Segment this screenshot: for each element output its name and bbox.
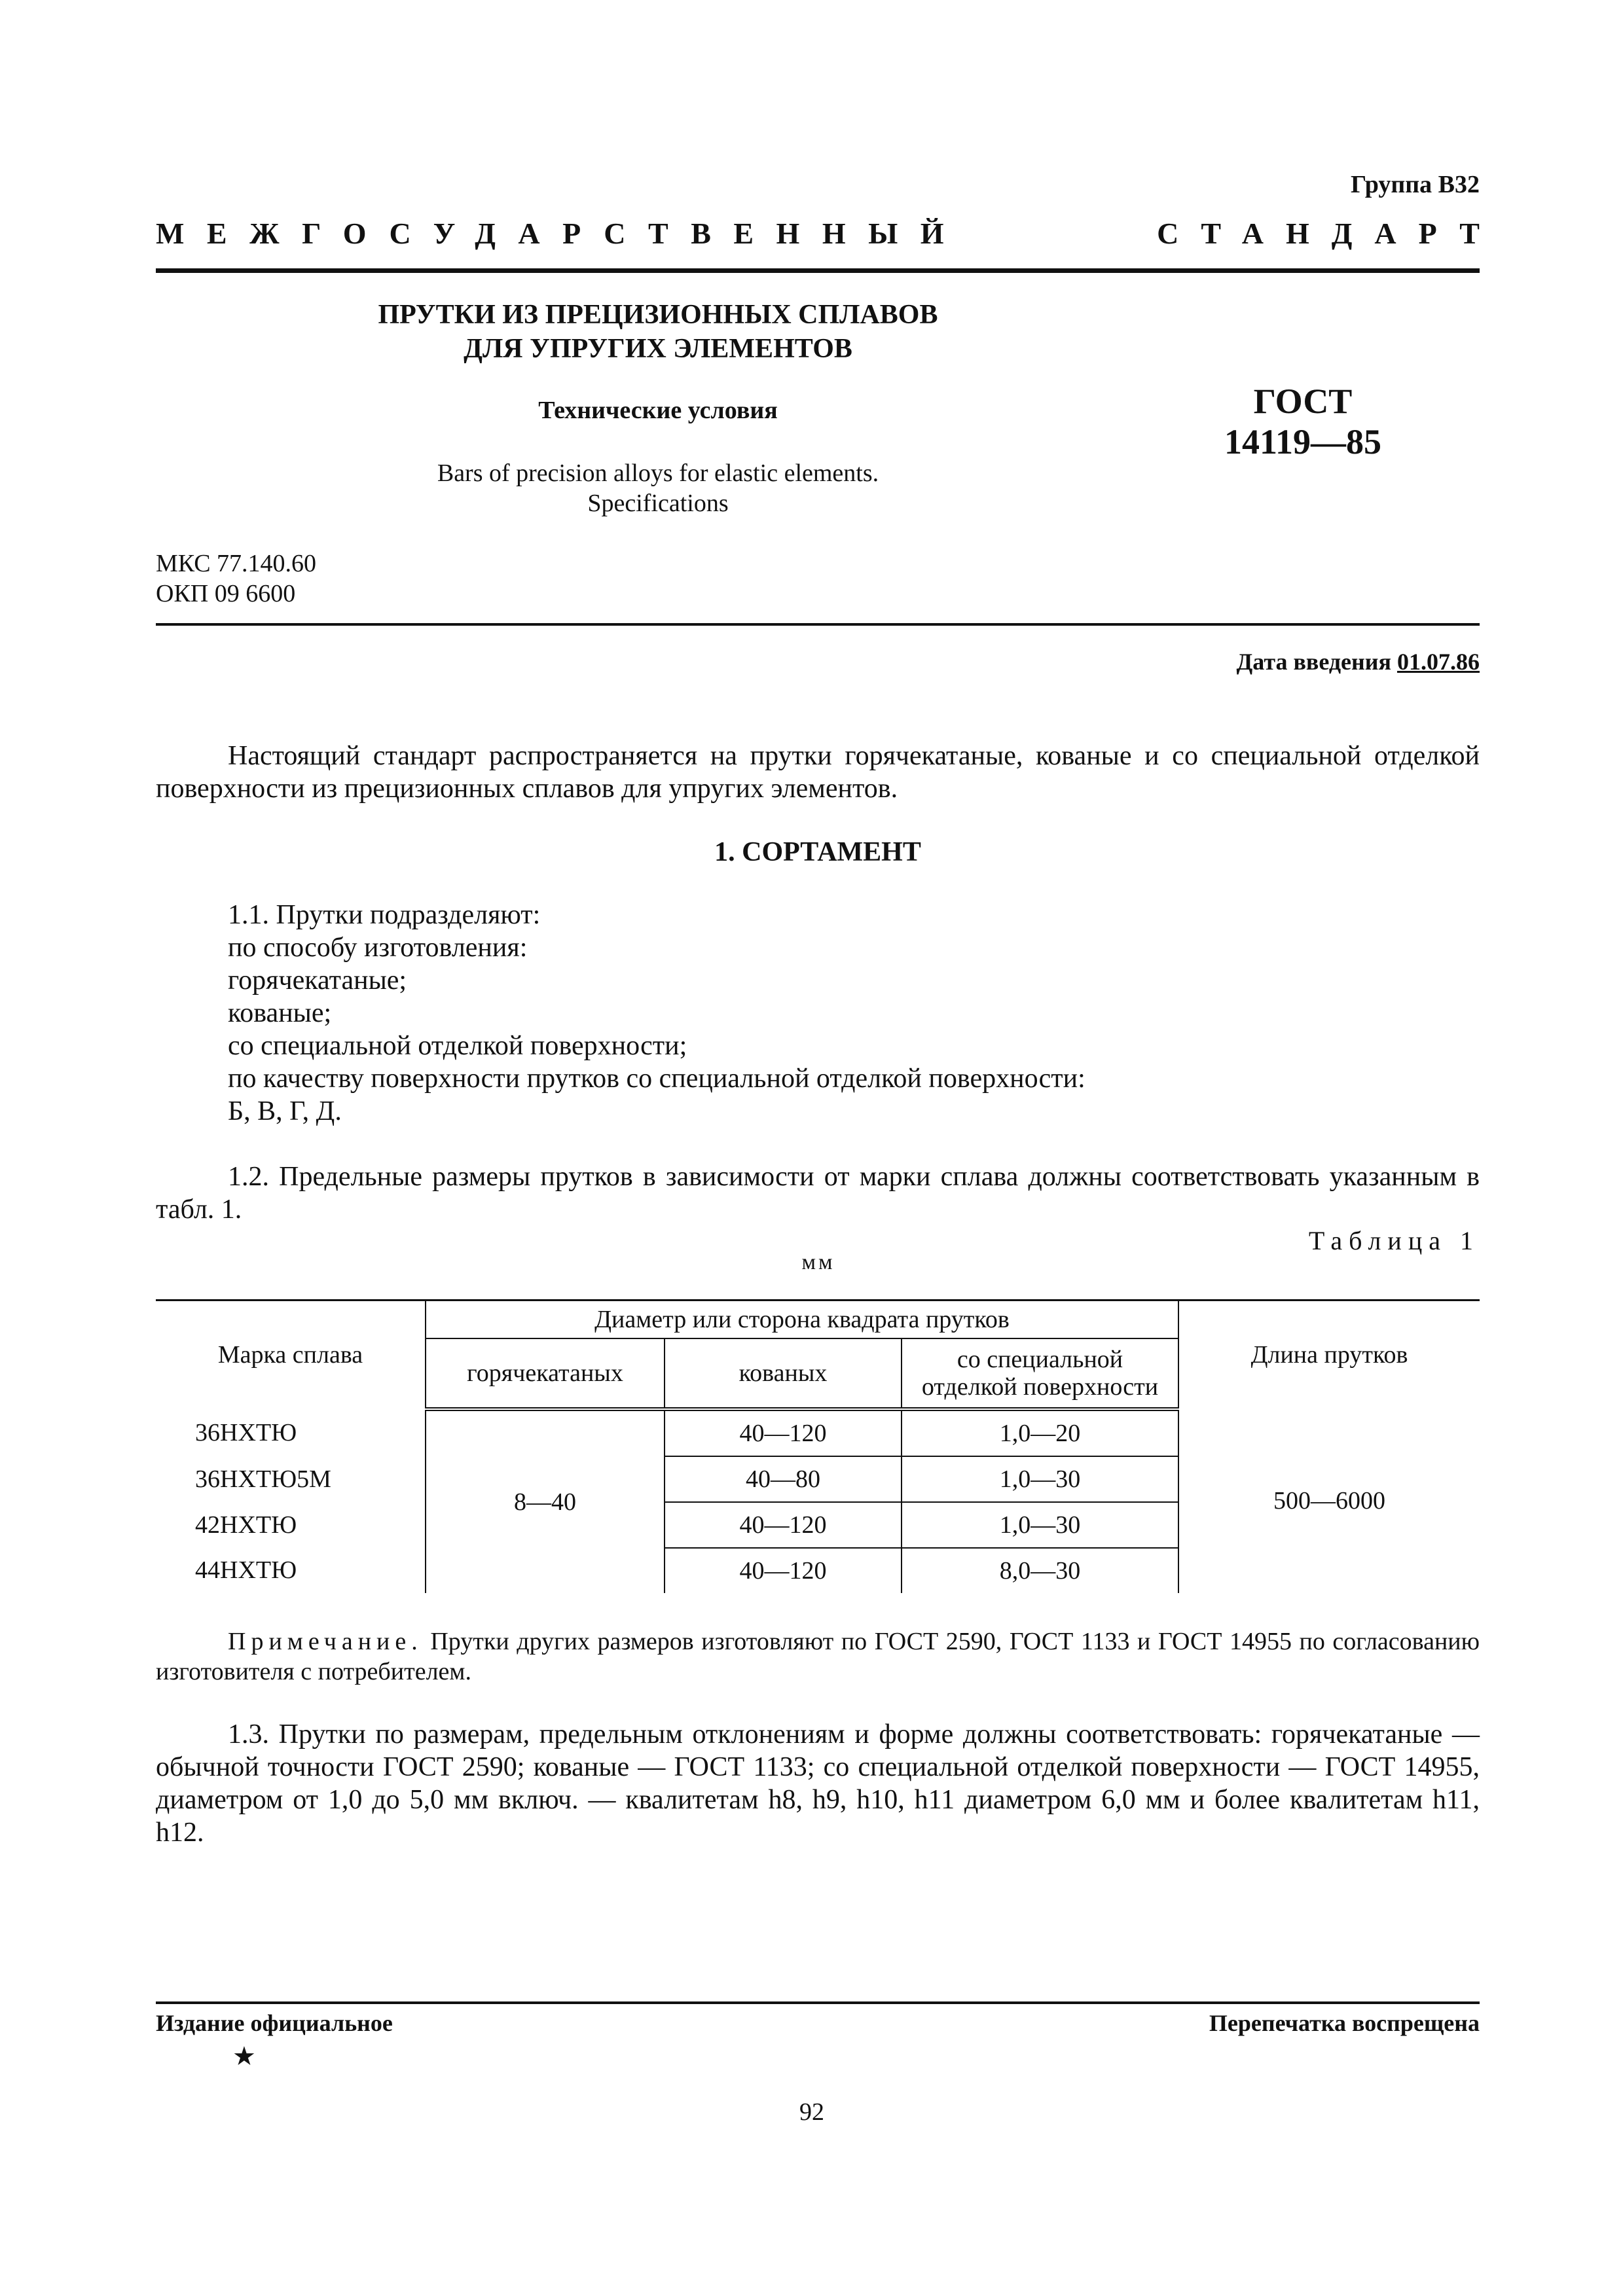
cell-forged: 40—120 (665, 1409, 902, 1456)
cell-forged: 40—120 (665, 1502, 902, 1548)
header-alloy: Марка сплава (156, 1300, 426, 1409)
reprint-prohibited-label: Перепечатка воспрещена (1209, 2010, 1480, 2036)
official-edition-label: Издание официальное (156, 2010, 393, 2036)
note-text: Прутки других размеров изготовляют по ГОСТ 2590, ГОСТ 1133 и ГОСТ 14955 по согласованию изготовителя с потребителем. (156, 1628, 1480, 1685)
table-row (156, 1409, 1480, 1456)
list-item: со специальной отделкой поверхности; (228, 1031, 687, 1061)
clause-1-2-text: 1.2. Предельные размеры прутков в зависимости от марки сплава должны соответствовать указанным в табл. 1. (156, 1162, 1480, 1225)
effective-date (982, 648, 1480, 675)
note-label: Примечание. (228, 1628, 423, 1655)
gost-code: 14119—85 (1224, 422, 1382, 461)
list-item: кованые; (228, 998, 332, 1028)
cell-special-finish: 1,0—30 (902, 1456, 1178, 1502)
header-rule (156, 268, 1480, 273)
effective-date-value: 01.07.86 (1397, 649, 1480, 675)
cell-length: 500—6000 (1178, 1409, 1480, 1593)
section-heading: 1. СОРТАМЕНТ (714, 837, 921, 867)
cell-alloy: 42НХТЮ (195, 1511, 297, 1539)
star-icon: ★ (232, 2041, 256, 2071)
mks-code: МКС 77.140.60 (156, 550, 317, 577)
english-title-line-1: Bars of precision alloys for elastic elements. (437, 459, 879, 487)
cell-alloy: 36НХТЮ5М (195, 1465, 331, 1493)
intro-text: Настоящий стандарт распространяется на прутки горячекатаные, кованые и со специальной отделкой поверхности из прецизионных сплавов для упругих элементов. (156, 741, 1480, 804)
header-special-finish (902, 1338, 1178, 1409)
classification-list (156, 899, 1480, 1128)
footer-rule (156, 2001, 1480, 2004)
document-subtitle: Технические условия (538, 397, 778, 424)
table-note (156, 1626, 1480, 1687)
dimensions-table (156, 1299, 1480, 1593)
cell-special-finish: 1,0—20 (902, 1409, 1178, 1456)
cell-alloy: 36НХТЮ (195, 1418, 297, 1446)
gost-number (1172, 381, 1434, 462)
cell-special-finish: 1,0—30 (902, 1502, 1178, 1548)
list-item: по способу изготовления: (228, 933, 528, 963)
english-title-line-2: Specifications (587, 490, 729, 517)
banner-standard: СТАНДАРТ (1157, 217, 1502, 250)
list-item: Б, В, Г, Д. (228, 1096, 342, 1126)
okp-code: ОКП 09 6600 (156, 580, 296, 607)
header-special-finish-line-2: отделкой поверхности (921, 1372, 1159, 1401)
header-hot-rolled: горячекатаных (426, 1338, 665, 1409)
table-caption: Таблица 1 (1308, 1226, 1480, 1255)
cell-hot-rolled: 8—40 (426, 1409, 665, 1593)
document-title (282, 298, 1034, 366)
gost-label: ГОСТ (1253, 382, 1353, 421)
cell-alloy: 44НХТЮ (195, 1556, 297, 1584)
cell-forged: 40—120 (665, 1548, 902, 1593)
group-code: Группа В32 (1350, 171, 1480, 198)
clause-1-3-text: 1.3. Прутки по размерам, предельным отклонениям и форме должны соответствовать: горячекатаные — обычной точности ГОСТ 2590; кованые — ГОСТ 1133; со специальной отделкой поверхности — ГОСТ 14955, диаметром от 1,0 до 5,0 мм включ. — квалитетам h8, h9, h10, h11 диаметром 6,0 мм и более квалитетам h11, h12. (156, 1719, 1480, 1848)
banner-interstate: МЕЖГОСУДАРСТВЕННЫЙ (156, 217, 967, 250)
clause-1-2 (156, 1160, 1480, 1226)
effective-date-label: Дата введения (1236, 649, 1391, 675)
list-item: по качеству поверхности прутков со специальной отделкой поверхности: (228, 1064, 1085, 1094)
header-diameter: Диаметр или сторона квадрата прутков (426, 1300, 1178, 1338)
cell-special-finish: 8,0—30 (902, 1548, 1178, 1593)
header-forged: кованых (665, 1338, 902, 1409)
codes-rule (156, 623, 1480, 626)
clause-1-3 (156, 1718, 1480, 1849)
header-length: Длина прутков (1178, 1300, 1480, 1409)
header-special-finish-line-1: со специальной (957, 1345, 1123, 1373)
page-number: 92 (799, 2098, 824, 2126)
title-line-1: ПРУТКИ ИЗ ПРЕЦИЗИОННЫХ СПЛАВОВ (378, 300, 938, 330)
classification-codes (156, 548, 549, 609)
list-item: горячекатаные; (228, 965, 407, 996)
english-title (282, 458, 1034, 518)
table-unit: мм (801, 1250, 835, 1274)
intro-paragraph (156, 740, 1480, 805)
title-line-2: ДЛЯ УПРУГИХ ЭЛЕМЕНТОВ (464, 334, 852, 364)
cell-forged: 40—80 (665, 1456, 902, 1502)
list-item: 1.1. Прутки подразделяют: (228, 900, 541, 930)
